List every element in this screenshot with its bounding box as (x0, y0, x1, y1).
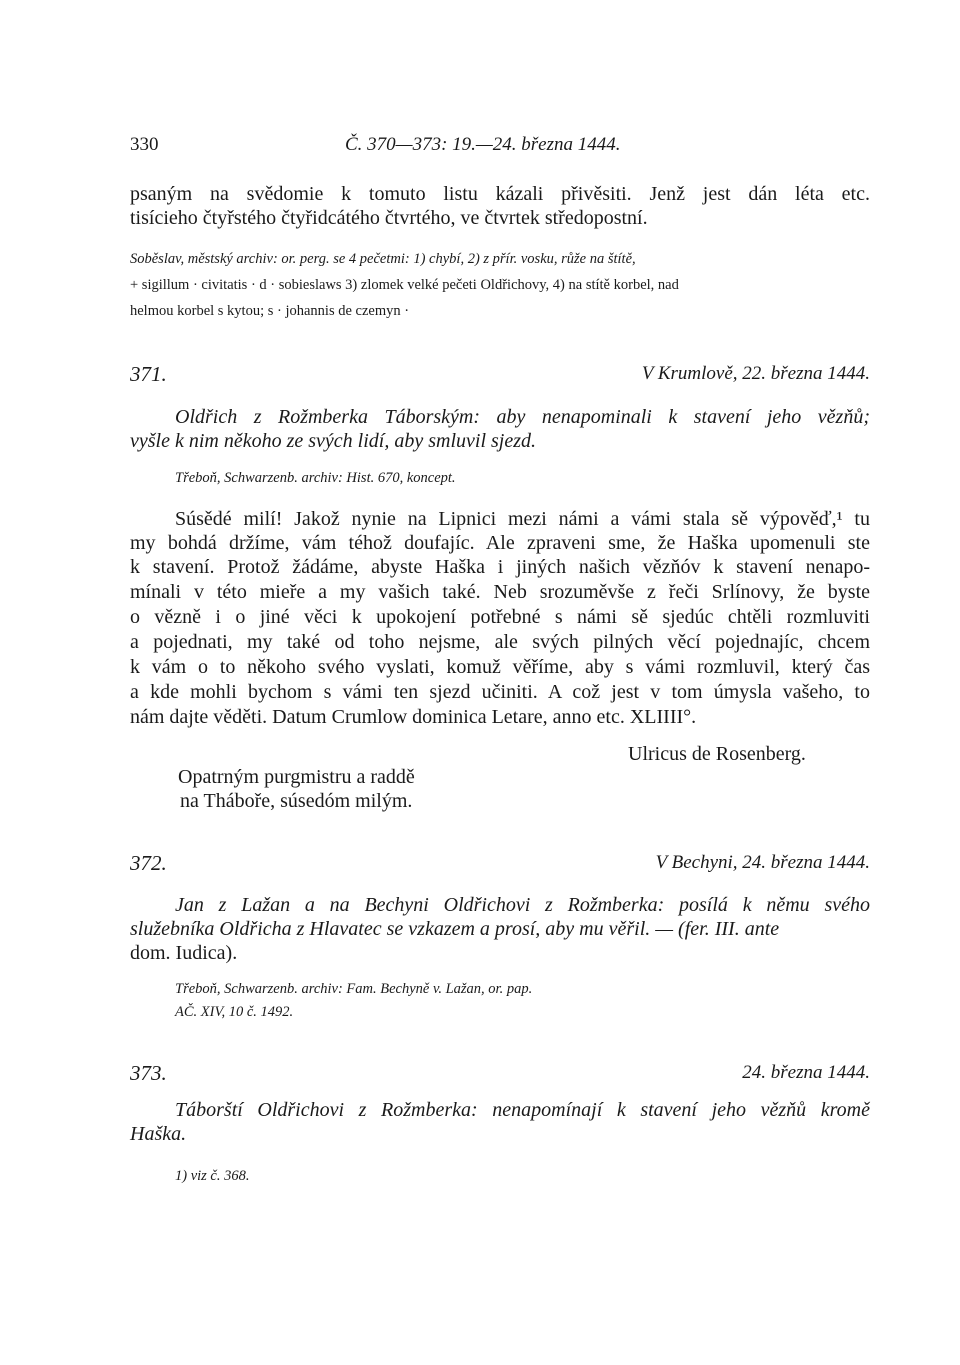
body-371-line-5: o vězně i o jiné věci k upokojení potřebné s námi sě sjedúc chtěli rozmluviti (130, 606, 870, 628)
signature-371: Ulricus de Rosenberg. (628, 743, 806, 765)
intro-source-line-2: + sigillum · civitatis · d · sobieslaws 3) zlomek velké pečeti Oldřichovy, 4) na stítě korbel, nad (130, 277, 679, 293)
footnote: 1) viz č. 368. (175, 1168, 250, 1184)
address-371-line-1: Opatrným purgmistru a raddě (178, 766, 415, 788)
summary-373-line-1: Táborští Oldřichovi z Rožmberka: nenapomínají k stavení jeho vězňů kromě (175, 1099, 870, 1121)
intro-source-line-1: Soběslav, městský archiv: or. perg. se 4 pečetmi: 1) chybí, 2) z přír. vosku, růže na štítě, (130, 251, 636, 267)
source-371: Třeboň, Schwarzenb. archiv: Hist. 670, koncept. (175, 470, 456, 486)
body-371-line-9: nám dajte věděti. Datum Crumlow dominica Letare, anno etc. XLIIII°. (130, 706, 697, 728)
summary-371-line-1: Oldřich z Rožmberka Táborským: aby nenapominali k stavení jeho vězňů; (175, 406, 870, 428)
body-371-line-2: my bohdá držíme, vám téhož doufajíc. Ale zpraveni sme, že Haška upomenuli ste (130, 532, 870, 554)
document-number-373: 373. (130, 1061, 167, 1085)
summary-373-line-2: Haška. (130, 1123, 187, 1145)
body-371-line-6: a pojednati, my také od toho nejsme, ale svých pilných věcí pojednajíc, chcem (130, 631, 870, 653)
summary-372-line-3: dom. Iudica). (130, 942, 238, 964)
body-371-line-4: mínali v této mieře a my vašich také. Neb srozuměvše z řeči Srlínovy, že byste (130, 581, 870, 603)
source-372-line-2: AČ. XIV, 10 č. 1492. (175, 1004, 294, 1020)
body-371-line-8: a kde mohli bychom s vámi ten sjezd učiniti. A což jest v tom úmysla vašeho, to (130, 681, 870, 703)
body-371-line-7: k vám o to někoho svého vyslati, komuž věříme, aby s vámi rozmluvil, který čas (130, 656, 870, 678)
place-date-373: 24. března 1444. (742, 1062, 870, 1083)
page-number: 330 (130, 134, 159, 155)
summary-372-line-1: Jan z Lažan a na Bechyni Oldřichovi z Rožmberka: posílá k němu svého (175, 894, 870, 916)
place-date-372: V Bechyni, 24. března 1444. (655, 852, 870, 873)
document-number-372: 372. (130, 851, 167, 875)
summary-372-line-2: služebníka Oldřicha z Hlavatec se vzkazem a prosí, aby mu věřil. — (fer. III. ante (130, 918, 780, 940)
intro-line-1: psaným na svědomie k tomuto listu kázali přivěsiti. Jenž jest dán léta etc. (130, 183, 870, 205)
body-371-line-3: k stavení. Protož žádáme, abyste Haška i jiných našich vězňóv k stavení nenapo- (130, 556, 870, 578)
running-title: Č. 370—373: 19.—24. března 1444. (345, 134, 621, 155)
document-number-371: 371. (130, 362, 167, 386)
intro-line-2: tisícieho čtyřstého čtyřidcátého čtvrtého, ve čtvrtek středopostní. (130, 207, 648, 229)
body-371-line-1: Súsědé milí! Jakož nynie na Lipnici mezi námi a vámi stala sě výpověď,¹ tu (175, 508, 870, 530)
intro-source-line-3: helmou korbel s kytou; s · johannis de czemyn · (130, 303, 410, 319)
place-date-371: V Krumlově, 22. března 1444. (641, 363, 870, 384)
source-372-line-1: Třeboň, Schwarzenb. archiv: Fam. Bechyně v. Lažan, or. pap. (175, 981, 533, 997)
address-371-line-2: na Tháboře, súsedóm milým. (180, 790, 413, 812)
summary-371-line-2: vyšle k nim někoho ze svých lidí, aby smluvil sjezd. (130, 430, 536, 452)
